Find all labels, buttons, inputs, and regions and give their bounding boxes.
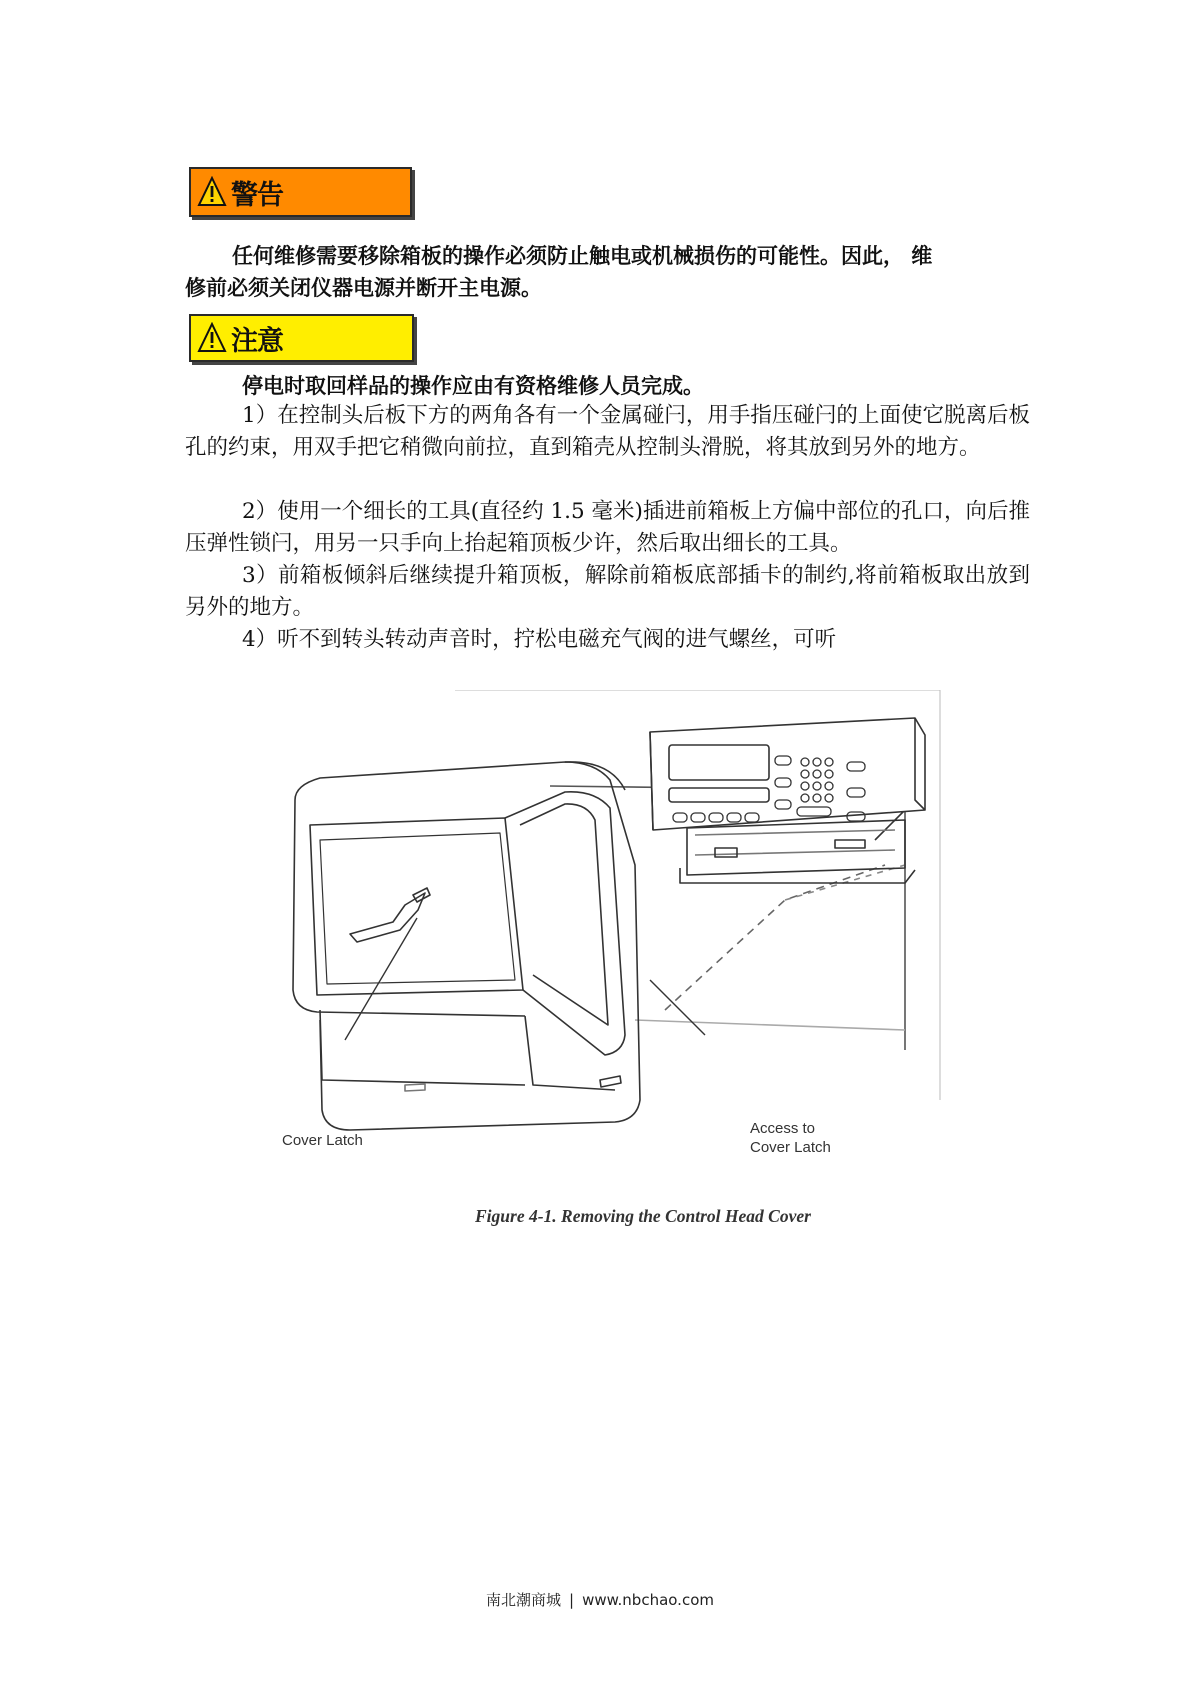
warning-triangle-icon — [197, 176, 227, 208]
control-head-illustration — [265, 690, 975, 1180]
callout-cover-latch: Cover Latch — [282, 1132, 363, 1149]
callout-access-line-1: Access to — [750, 1120, 816, 1137]
footer — [0, 1589, 1200, 1610]
step-4: 4）听不到转头转动声音时，拧松电磁充气阀的进气螺丝，可听 — [242, 627, 837, 652]
warning-text — [185, 240, 1030, 304]
caution-text-line: 停电时取回样品的操作应由有资格维修人员完成。 — [242, 374, 704, 398]
caution-label: 注意 — [231, 325, 283, 357]
step-3: 3）前箱板倾斜后继续提升箱顶板，解除前箱板底部插卡的制约,将前箱板取出放到另外的地方。 — [185, 563, 1030, 620]
warning-text-line-2: 修前必须关闭仪器电源并断开主电源。 — [185, 276, 542, 300]
warning-label: 警告 — [231, 179, 283, 211]
warning-banner — [189, 167, 412, 217]
figure-caption: Figure 4-1. Removing the Control Head Cover — [475, 1206, 811, 1226]
step-1: 1）在控制头后板下方的两角各有一个金属碰闩，用手指压碰闩的上面使它脱离后板孔的约束，用双手把它稍微向前拉，直到箱壳从控制头滑脱，将其放到另外的地方。 — [185, 403, 1030, 460]
callout-access-cover-latch — [750, 1119, 831, 1157]
caution-banner — [189, 314, 414, 362]
step-2: 2）使用一个细长的工具(直径约 1.5 毫米)插进前箱板上方偏中部位的孔口，向后推压弹性锁闩，用另一只手向上抬起箱顶板少许，然后取出细长的工具。 — [185, 499, 1030, 556]
footer-url[interactable]: www.nbchao.com — [582, 1591, 714, 1609]
callout-access-line-2: Cover Latch — [750, 1139, 831, 1156]
caution-text — [185, 370, 1030, 402]
footer-separator: | — [569, 1591, 575, 1609]
footer-site-name: 南北潮商城 — [486, 1591, 562, 1609]
caution-triangle-icon — [197, 322, 227, 354]
warning-text-line-1: 任何维修需要移除箱板的操作必须防止触电或机械损伤的可能性。因此， 维 — [232, 244, 933, 268]
